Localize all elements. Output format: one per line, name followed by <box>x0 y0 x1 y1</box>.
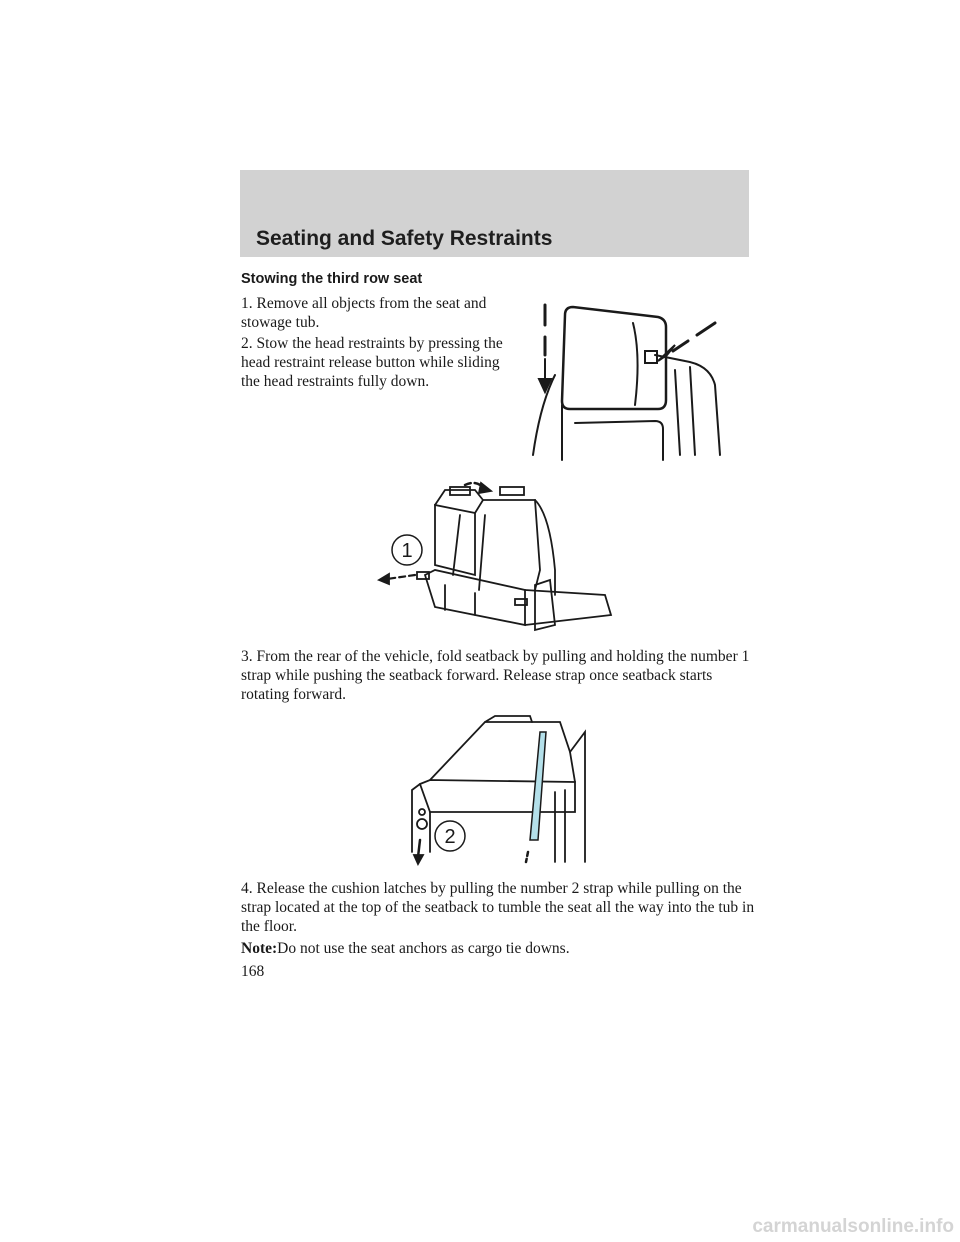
strap-2 <box>530 732 546 840</box>
step-4: 4. Release the cushion latches by pulling the number 2 strap while pulling on the strap located at the top of the seatback to tumble the seat all the way into the tub in the floor. <box>241 880 755 935</box>
callout-2: 2 <box>444 826 456 848</box>
step-2: 2. Stow the head restraints by pressing the head restraint release button while sliding the head restraints fully down. <box>241 335 503 390</box>
cushion-latch-strap-2-illustration <box>410 712 590 862</box>
section-title: Seating and Safety Restraints <box>256 227 553 250</box>
section-header <box>240 170 749 257</box>
page-number: 168 <box>241 963 265 980</box>
procedure-heading: Stowing the third row seat <box>241 271 423 287</box>
step-1: 1. Remove all objects from the seat and stowage tub. <box>241 295 487 331</box>
callout-1: 1 <box>401 540 413 562</box>
note-text: Do not use the seat anchors as cargo tie downs. <box>277 940 570 957</box>
step-3: 3. From the rear of the vehicle, fold seatback by pulling and holding the number 1 strap while pushing the seatback forward. Release strap once seatback starts rotating forward. <box>241 648 750 703</box>
watermark: carmanualsonline.info <box>752 1216 954 1237</box>
note <box>241 939 761 958</box>
note-label: Note: <box>241 940 278 957</box>
seat-fold-strap-1-illustration <box>375 475 615 635</box>
head-restraint-illustration <box>515 295 725 460</box>
